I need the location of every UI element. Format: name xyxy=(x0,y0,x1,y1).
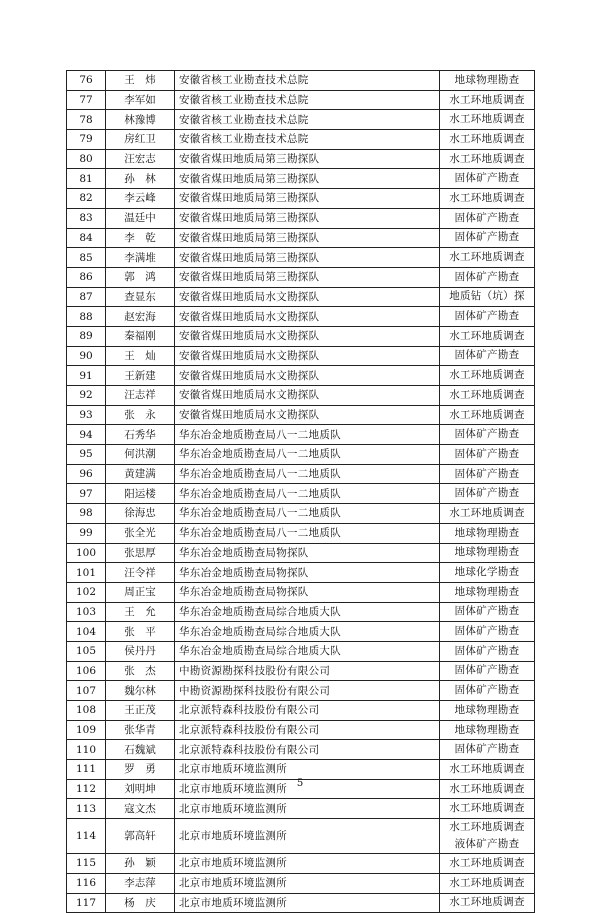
specialty-cell xyxy=(440,149,535,169)
specialty-label: 水工环地质调查 xyxy=(449,782,525,795)
person-name-cell: 侯丹丹 xyxy=(106,641,175,661)
organization-cell: 华东冶金地质勘查局八一二地质队 xyxy=(175,464,440,484)
person-name-cell: 罗 勇 xyxy=(106,760,175,780)
organization-cell: 华东冶金地质勘查局综合地质大队 xyxy=(175,622,440,642)
person-name-cell: 魏尔林 xyxy=(106,681,175,701)
specialty-cell xyxy=(440,267,535,287)
specialty-cell xyxy=(440,760,535,780)
row-number-cell: 103 xyxy=(67,602,106,622)
row-number-cell: 86 xyxy=(67,267,106,287)
table-row xyxy=(67,563,535,583)
person-name-cell: 郭 鸿 xyxy=(106,267,175,287)
specialty-cell xyxy=(440,386,535,406)
person-name-cell: 李军如 xyxy=(106,90,175,110)
specialty-label: 固体矿产勘查 xyxy=(454,625,520,638)
specialty-cell xyxy=(440,720,535,740)
organization-cell: 北京市地质环境监测所 xyxy=(175,893,440,913)
specialty-cell xyxy=(440,71,535,91)
specialty-cell xyxy=(440,740,535,760)
specialty-label: 水工环地质调查 xyxy=(449,896,525,909)
specialty-cell xyxy=(440,582,535,602)
organization-cell: 安徽省煤田地质局第三勘探队 xyxy=(175,189,440,209)
organization-cell: 北京市地质环境监测所 xyxy=(175,854,440,874)
specialty-cell xyxy=(440,169,535,189)
organization-cell: 华东冶金地质勘查局综合地质大队 xyxy=(175,641,440,661)
organization-cell: 华东冶金地质勘查局物探队 xyxy=(175,563,440,583)
row-number-cell: 117 xyxy=(67,893,106,913)
table-row xyxy=(67,405,535,425)
row-number-cell: 93 xyxy=(67,405,106,425)
organization-cell: 安徽省煤田地质局水文勘探队 xyxy=(175,386,440,406)
specialty-label: 水工环地质调查 xyxy=(449,408,525,421)
table-row xyxy=(67,287,535,307)
specialty-cell xyxy=(440,563,535,583)
person-name-cell: 汪令祥 xyxy=(106,563,175,583)
table-row xyxy=(67,71,535,91)
organization-cell: 安徽省煤田地质局水文勘探队 xyxy=(175,326,440,346)
table-row xyxy=(67,326,535,346)
specialty-cell xyxy=(440,307,535,327)
person-name-cell: 汪宏志 xyxy=(106,149,175,169)
specialty-label: 水工环地质调查 xyxy=(449,251,525,264)
table-row xyxy=(67,701,535,721)
organization-cell: 北京市地质环境监测所 xyxy=(175,819,440,854)
specialty-label: 水工环地质调查 xyxy=(449,876,525,889)
row-number-cell: 110 xyxy=(67,740,106,760)
organization-cell: 安徽省煤田地质局水文勘探队 xyxy=(175,287,440,307)
specialty-cell xyxy=(440,366,535,386)
organization-cell: 华东冶金地质勘查局八一二地质队 xyxy=(175,425,440,445)
person-name-cell: 王 允 xyxy=(106,602,175,622)
table-row xyxy=(67,169,535,189)
organization-cell: 安徽省煤田地质局第三勘探队 xyxy=(175,248,440,268)
table-row xyxy=(67,799,535,819)
row-number-cell: 113 xyxy=(67,799,106,819)
row-number-cell: 85 xyxy=(67,248,106,268)
row-number-cell: 112 xyxy=(67,779,106,799)
specialty-label: 水工环地质调查 xyxy=(449,856,525,869)
row-number-cell: 78 xyxy=(67,110,106,130)
specialty-label: 固体矿产勘查 xyxy=(454,467,520,480)
specialty-label: 水工环地质调查 xyxy=(449,802,525,815)
table-row xyxy=(67,504,535,524)
row-number-cell: 84 xyxy=(67,228,106,248)
specialty-cell xyxy=(440,799,535,819)
organization-cell: 北京市地质环境监测所 xyxy=(175,760,440,780)
specialty-label: 固体矿产勘查 xyxy=(454,428,520,441)
table-row xyxy=(67,740,535,760)
specialty-label: 固体矿产勘查 xyxy=(454,447,520,460)
specialty-cell xyxy=(440,228,535,248)
table-row xyxy=(67,893,535,913)
row-number-cell: 96 xyxy=(67,464,106,484)
person-name-cell: 寇文杰 xyxy=(106,799,175,819)
specialty-label: 固体矿产勘查 xyxy=(454,270,520,283)
organization-cell: 北京市地质环境监测所 xyxy=(175,779,440,799)
row-number-cell: 90 xyxy=(67,346,106,366)
table-row xyxy=(67,543,535,563)
organization-cell: 安徽省煤田地质局水文勘探队 xyxy=(175,346,440,366)
organization-cell: 安徽省核工业勘查技术总院 xyxy=(175,130,440,150)
row-number-cell: 79 xyxy=(67,130,106,150)
row-number-cell: 107 xyxy=(67,681,106,701)
person-name-cell: 林豫博 xyxy=(106,110,175,130)
organization-cell: 安徽省煤田地质局第三勘探队 xyxy=(175,228,440,248)
specialty-label: 固体矿产勘查 xyxy=(454,684,520,697)
row-number-cell: 104 xyxy=(67,622,106,642)
table-row xyxy=(67,149,535,169)
table-row xyxy=(67,854,535,874)
person-name-cell: 赵宏海 xyxy=(106,307,175,327)
organization-cell: 北京派特森科技股份有限公司 xyxy=(175,740,440,760)
specialty-cell xyxy=(440,641,535,661)
organization-cell: 华东冶金地质勘查局综合地质大队 xyxy=(175,602,440,622)
person-name-cell: 周正宝 xyxy=(106,582,175,602)
table-row xyxy=(67,720,535,740)
specialty-label: 固体矿产勘查 xyxy=(454,211,520,224)
page-number: 5 xyxy=(296,778,304,789)
organization-cell: 北京市地质环境监测所 xyxy=(175,873,440,893)
row-number-cell: 101 xyxy=(67,563,106,583)
specialty-label: 地质钻（坑）探 xyxy=(449,290,525,303)
table-row xyxy=(67,523,535,543)
table-row xyxy=(67,425,535,445)
specialty-cell xyxy=(440,681,535,701)
table-row xyxy=(67,110,535,130)
person-name-cell: 石魏斌 xyxy=(106,740,175,760)
person-name-cell: 王正茂 xyxy=(106,701,175,721)
specialty-cell xyxy=(440,504,535,524)
specialty-label: 固体矿产勘查 xyxy=(454,487,520,500)
specialty-label: 水工环地质调查 xyxy=(449,762,525,775)
specialty-cell xyxy=(440,346,535,366)
specialty-cell xyxy=(440,854,535,874)
person-name-cell: 孙 林 xyxy=(106,169,175,189)
row-number-cell: 77 xyxy=(67,90,106,110)
table-row xyxy=(67,602,535,622)
specialty-cell xyxy=(440,248,535,268)
specialty-cell xyxy=(440,893,535,913)
table-row xyxy=(67,445,535,465)
specialty-label: 水工环地质调查 xyxy=(449,113,525,126)
organization-cell: 北京市地质环境监测所 xyxy=(175,799,440,819)
row-number-cell: 98 xyxy=(67,504,106,524)
specialty-cell xyxy=(440,110,535,130)
person-name-cell: 王 灿 xyxy=(106,346,175,366)
specialty-label: 地球物理勘查 xyxy=(454,526,520,539)
specialty-label: 固体矿产勘查 xyxy=(454,172,520,185)
organization-cell: 华东冶金地质勘查局八一二地质队 xyxy=(175,484,440,504)
table-row xyxy=(67,386,535,406)
person-name-cell: 何洪潮 xyxy=(106,445,175,465)
person-name-cell: 王新建 xyxy=(106,366,175,386)
row-number-cell: 95 xyxy=(67,445,106,465)
row-number-cell: 76 xyxy=(67,71,106,91)
specialty-label: 固体矿产勘查 xyxy=(454,605,520,618)
specialty-label: 固体矿产勘查 xyxy=(454,310,520,323)
table-row xyxy=(67,464,535,484)
person-name-cell: 张全光 xyxy=(106,523,175,543)
organization-cell: 安徽省煤田地质局第三勘探队 xyxy=(175,267,440,287)
row-number-cell: 100 xyxy=(67,543,106,563)
specialty-cell xyxy=(440,873,535,893)
row-number-cell: 87 xyxy=(67,287,106,307)
specialty-cell xyxy=(440,661,535,681)
specialty-label: 固体矿产勘查 xyxy=(454,349,520,362)
person-name-cell: 刘明坤 xyxy=(106,779,175,799)
organization-cell: 安徽省核工业勘查技术总院 xyxy=(175,71,440,91)
specialty-cell xyxy=(440,425,535,445)
specialty-label: 水工环地质调查 xyxy=(449,132,525,145)
specialty-cell xyxy=(440,464,535,484)
person-name-cell: 阳运楼 xyxy=(106,484,175,504)
table-row xyxy=(67,760,535,780)
table-row xyxy=(67,641,535,661)
organization-cell: 安徽省煤田地质局第三勘探队 xyxy=(175,208,440,228)
person-name-cell: 张 杰 xyxy=(106,661,175,681)
specialty-cell xyxy=(440,484,535,504)
organization-cell: 华东冶金地质勘查局物探队 xyxy=(175,543,440,563)
person-name-cell: 张 平 xyxy=(106,622,175,642)
person-name-cell: 张华青 xyxy=(106,720,175,740)
row-number-cell: 81 xyxy=(67,169,106,189)
row-number-cell: 99 xyxy=(67,523,106,543)
row-number-cell: 88 xyxy=(67,307,106,327)
person-name-cell: 李满堆 xyxy=(106,248,175,268)
row-number-cell: 115 xyxy=(67,854,106,874)
person-name-cell: 杨 庆 xyxy=(106,893,175,913)
person-name-cell: 汪志祥 xyxy=(106,386,175,406)
row-number-cell: 97 xyxy=(67,484,106,504)
organization-cell: 华东冶金地质勘查局八一二地质队 xyxy=(175,504,440,524)
specialty-label: 地球物理勘查 xyxy=(454,546,520,559)
organization-cell: 北京派特森科技股份有限公司 xyxy=(175,701,440,721)
specialty-cell xyxy=(440,130,535,150)
organization-cell: 安徽省煤田地质局第三勘探队 xyxy=(175,149,440,169)
table-row xyxy=(67,681,535,701)
specialty-cell xyxy=(440,405,535,425)
table-row xyxy=(67,346,535,366)
specialty-label: 水工环地质调查 xyxy=(449,506,525,519)
specialty-cell xyxy=(440,523,535,543)
specialty-label: 水工环地质调查 xyxy=(449,152,525,165)
row-number-cell: 108 xyxy=(67,701,106,721)
organization-cell: 安徽省核工业勘查技术总院 xyxy=(175,110,440,130)
specialty-cell xyxy=(440,326,535,346)
person-name-cell: 查显东 xyxy=(106,287,175,307)
row-number-cell: 102 xyxy=(67,582,106,602)
specialty-label: 水工环地质调查 xyxy=(449,388,525,401)
specialty-label: 水工环地质调查 xyxy=(449,821,525,834)
person-name-cell: 郭高轩 xyxy=(106,819,175,854)
organization-cell: 中勘资源勘探科技股份有限公司 xyxy=(175,681,440,701)
table-row xyxy=(67,873,535,893)
row-number-cell: 106 xyxy=(67,661,106,681)
specialty-label: 水工环地质调查 xyxy=(449,191,525,204)
specialty-label: 地球物理勘查 xyxy=(454,585,520,598)
table-row xyxy=(67,622,535,642)
organization-cell: 安徽省煤田地质局水文勘探队 xyxy=(175,307,440,327)
table-row xyxy=(67,819,535,854)
specialty-label: 水工环地质调查 xyxy=(449,93,525,106)
specialty-label: 固体矿产勘查 xyxy=(454,664,520,677)
organization-cell: 北京派特森科技股份有限公司 xyxy=(175,720,440,740)
table-row xyxy=(67,661,535,681)
row-number-cell: 114 xyxy=(67,819,106,854)
table-row xyxy=(67,90,535,110)
person-name-cell: 房红卫 xyxy=(106,130,175,150)
person-name-cell: 秦福刚 xyxy=(106,326,175,346)
organization-cell: 华东冶金地质勘查局八一二地质队 xyxy=(175,445,440,465)
person-name-cell: 石秀华 xyxy=(106,425,175,445)
table-row xyxy=(67,130,535,150)
specialty-cell xyxy=(440,543,535,563)
organization-cell: 安徽省煤田地质局第三勘探队 xyxy=(175,169,440,189)
table-row xyxy=(67,189,535,209)
row-number-cell: 83 xyxy=(67,208,106,228)
table-row xyxy=(67,208,535,228)
specialty-cell xyxy=(440,90,535,110)
row-number-cell: 89 xyxy=(67,326,106,346)
specialty-label: 地球物理勘查 xyxy=(454,73,520,86)
row-number-cell: 116 xyxy=(67,873,106,893)
row-number-cell: 109 xyxy=(67,720,106,740)
row-number-cell: 91 xyxy=(67,366,106,386)
specialty-cell xyxy=(440,819,535,854)
specialty-label: 地球化学勘查 xyxy=(454,566,520,579)
specialty-cell xyxy=(440,701,535,721)
person-name-cell: 张 永 xyxy=(106,405,175,425)
organization-cell: 华东冶金地质勘查局物探队 xyxy=(175,582,440,602)
specialty-label: 地球物理勘查 xyxy=(454,703,520,716)
specialty-label: 地球物理勘查 xyxy=(454,723,520,736)
specialty-cell xyxy=(440,602,535,622)
person-name-cell: 李 乾 xyxy=(106,228,175,248)
organization-cell: 安徽省煤田地质局水文勘探队 xyxy=(175,405,440,425)
specialty-cell xyxy=(440,445,535,465)
table-row xyxy=(67,366,535,386)
organization-cell: 中勘资源勘探科技股份有限公司 xyxy=(175,661,440,681)
specialty-label: 固体矿产勘查 xyxy=(454,231,520,244)
row-number-cell: 80 xyxy=(67,149,106,169)
table-row xyxy=(67,248,535,268)
specialty-label: 固体矿产勘查 xyxy=(454,743,520,756)
specialty-label: 水工环地质调查 xyxy=(449,329,525,342)
person-name-cell: 王 炜 xyxy=(106,71,175,91)
specialty-label: 水工环地质调查 xyxy=(449,369,525,382)
row-number-cell: 94 xyxy=(67,425,106,445)
row-number-cell: 92 xyxy=(67,386,106,406)
row-number-cell: 111 xyxy=(67,760,106,780)
specialty-label: 液体矿产勘查 xyxy=(454,838,520,851)
organization-cell: 华东冶金地质勘查局八一二地质队 xyxy=(175,523,440,543)
organization-cell: 安徽省核工业勘查技术总院 xyxy=(175,90,440,110)
table-row xyxy=(67,484,535,504)
row-number-cell: 82 xyxy=(67,189,106,209)
table-row xyxy=(67,307,535,327)
table-row xyxy=(67,228,535,248)
table-row xyxy=(67,582,535,602)
specialty-cell xyxy=(440,208,535,228)
specialty-cell xyxy=(440,287,535,307)
person-name-cell: 徐海忠 xyxy=(106,504,175,524)
specialty-label: 固体矿产勘查 xyxy=(454,644,520,657)
specialty-cell xyxy=(440,622,535,642)
person-name-cell: 黄建满 xyxy=(106,464,175,484)
person-name-cell: 温廷中 xyxy=(106,208,175,228)
table-row xyxy=(67,267,535,287)
organization-cell: 安徽省煤田地质局水文勘探队 xyxy=(175,366,440,386)
specialty-cell xyxy=(440,189,535,209)
person-name-cell: 李云峰 xyxy=(106,189,175,209)
row-number-cell: 105 xyxy=(67,641,106,661)
person-name-cell: 李志萍 xyxy=(106,873,175,893)
person-name-cell: 孙 颖 xyxy=(106,854,175,874)
person-name-cell: 张思厚 xyxy=(106,543,175,563)
